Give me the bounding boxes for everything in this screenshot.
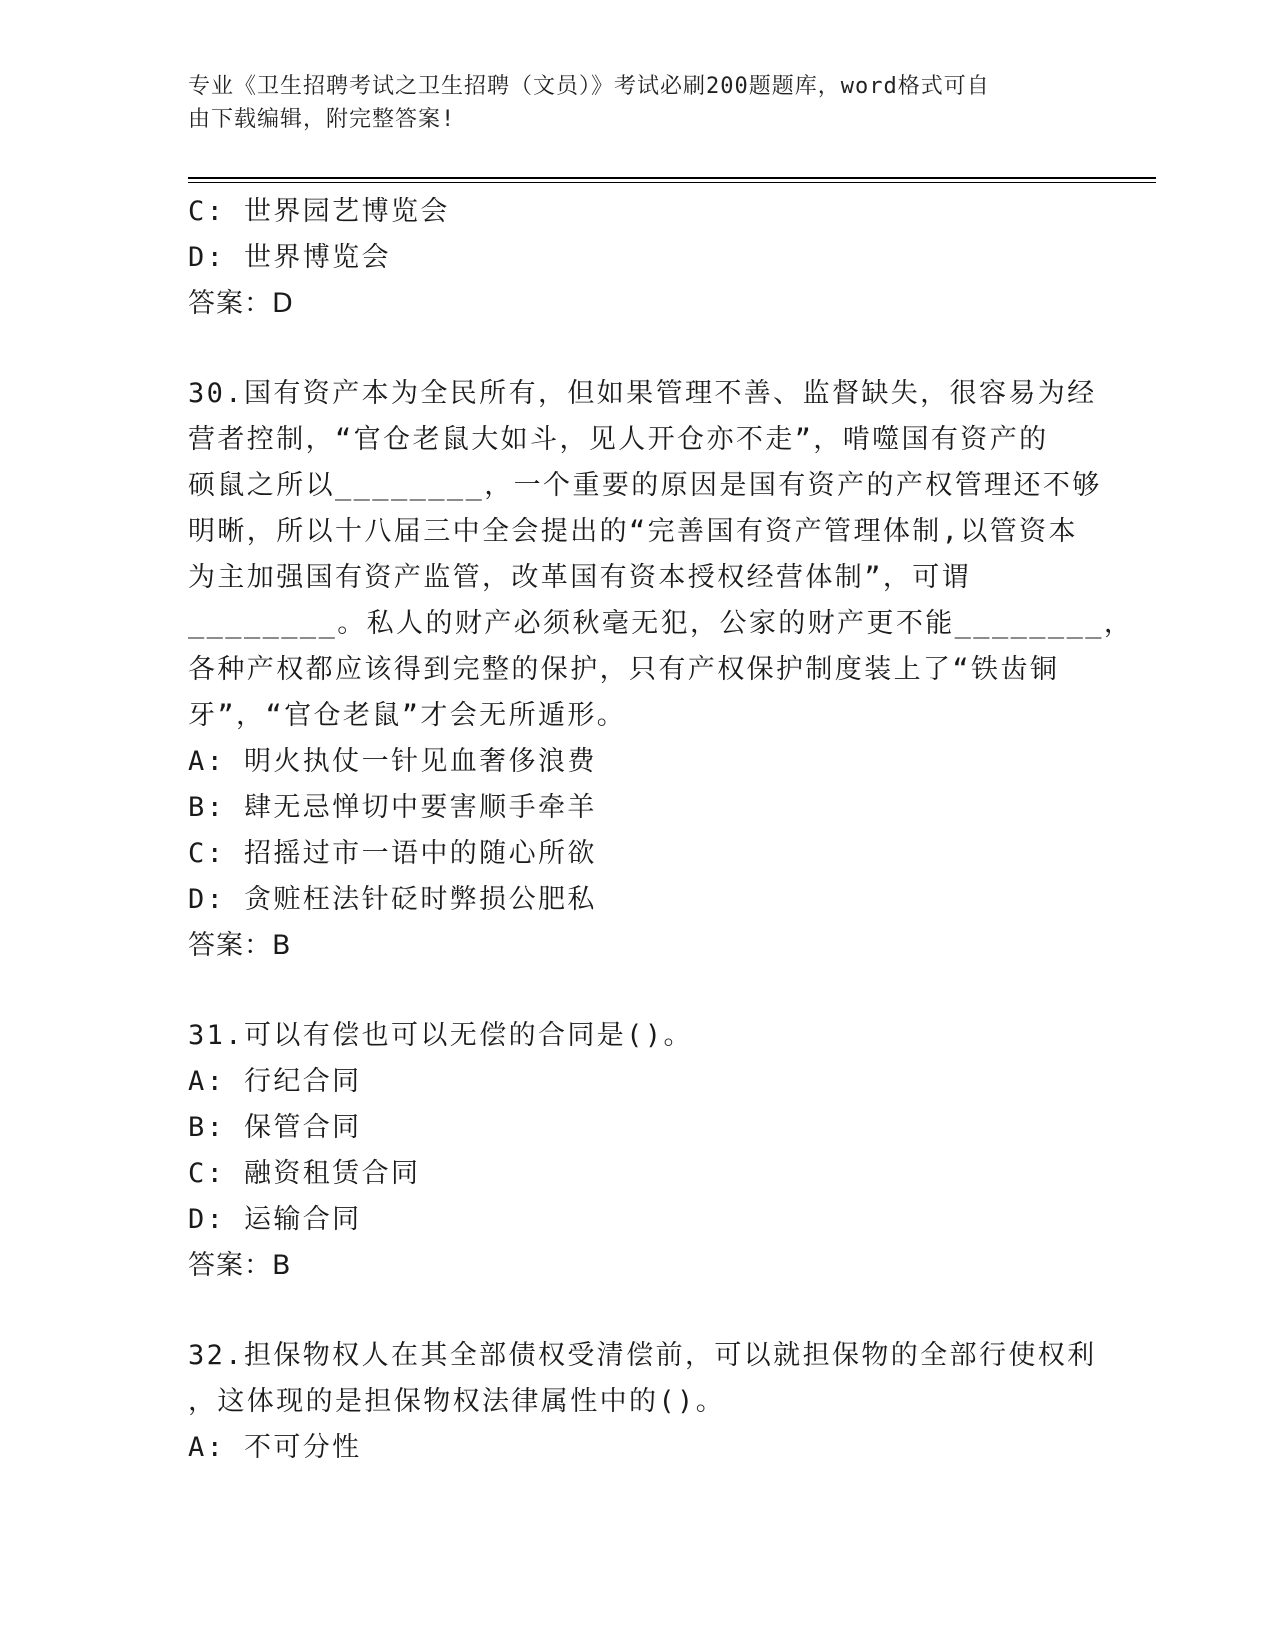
question-30 bbox=[188, 371, 1134, 969]
header-divider-thin bbox=[188, 182, 1156, 183]
question-stem-line: 明晰，所以十八届三中全会提出的“完善国有资产管理体制,以管资本 bbox=[188, 516, 1078, 547]
option-c: C: 世界园艺博览会 bbox=[188, 196, 450, 227]
header-line-1: 专业《卫生招聘考试之卫生招聘（文员）》考试必刷200题题库，word格式可自 bbox=[188, 74, 990, 99]
question-content bbox=[188, 189, 1134, 1471]
question-stem-line: 硕鼠之所以________，一个重要的原因是国有资产的产权管理还不够 bbox=[188, 470, 1102, 501]
option-c: C: 招摇过市一语中的随心所欲 bbox=[188, 838, 597, 869]
question-32 bbox=[188, 1333, 1097, 1471]
option-a: A: 不可分性 bbox=[188, 1432, 362, 1463]
spacer bbox=[188, 1289, 1088, 1333]
option-a: A: 明火执仗一针见血奢侈浪费 bbox=[188, 746, 597, 777]
question-stem-line: 营者控制，“官仓老鼠大如斗，见人开仓亦不走”，啃噬国有资产的 bbox=[188, 424, 1049, 455]
option-b: B: 保管合同 bbox=[188, 1112, 362, 1143]
prev-question bbox=[188, 189, 1088, 327]
question-stem-line: 为主加强国有资产监管，改革国有资本授权经营体制”，可谓 bbox=[188, 562, 972, 593]
option-d: D: 世界博览会 bbox=[188, 242, 391, 273]
question-stem-line: ，这体现的是担保物权法律属性中的()。 bbox=[188, 1386, 726, 1417]
option-c: C: 融资租赁合同 bbox=[188, 1158, 421, 1189]
option-b: B: 肆无忌惮切中要害顺手牵羊 bbox=[188, 792, 597, 823]
option-d: D: 运输合同 bbox=[188, 1204, 362, 1235]
question-stem-line: 牙”，“官仓老鼠”才会无所遁形。 bbox=[188, 700, 627, 731]
answer-line: 答案：B bbox=[188, 930, 292, 961]
header-divider-thick bbox=[188, 177, 1156, 179]
question-stem-line: 32.担保物权人在其全部债权受清偿前，可以就担保物的全部行使权利 bbox=[188, 1340, 1097, 1371]
spacer bbox=[188, 327, 1088, 371]
answer-line: 答案：B bbox=[188, 1250, 292, 1281]
answer-line: 答案：D bbox=[188, 288, 294, 319]
question-stem-line: ________。私人的财产必须秋毫无犯，公家的财产更不能________， bbox=[188, 608, 1134, 639]
question-stem-line: 31.可以有偿也可以无偿的合同是()。 bbox=[188, 1020, 693, 1051]
question-31 bbox=[188, 1013, 1088, 1289]
option-a: A: 行纪合同 bbox=[188, 1066, 362, 1097]
spacer bbox=[188, 969, 1088, 1013]
question-stem-line: 各种产权都应该得到完整的保护，只有产权保护制度装上了“铁齿铜 bbox=[188, 654, 1060, 685]
header-line-2: 由下载编辑，附完整答案! bbox=[188, 107, 456, 132]
document-header bbox=[188, 70, 1088, 136]
option-d: D: 贪赃枉法针砭时弊损公肥私 bbox=[188, 884, 597, 915]
question-stem-line: 30.国有资产本为全民所有，但如果管理不善、监督缺失，很容易为经 bbox=[188, 378, 1097, 409]
